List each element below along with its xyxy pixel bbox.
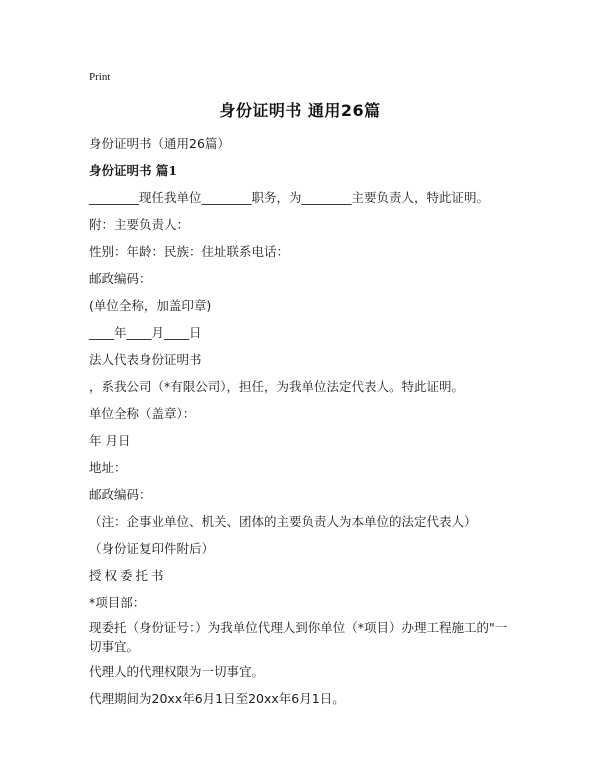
paragraph: （身份证复印件附后） [89, 541, 215, 556]
section-heading: 身份证明书 篇1 [89, 163, 178, 178]
paragraph: 授权委托书 [89, 568, 167, 583]
paragraph: 代理人的代理权限为一切事宜。 [89, 664, 265, 679]
paragraph: (单位全称，加盖印章) [89, 298, 212, 313]
paragraph: 代理期间为20xx年6月1日至20xx年6月1日。 [89, 691, 345, 706]
paragraph: ____年____月____日 [89, 325, 202, 340]
paragraph: （注：企事业单位、机关、团体的主要负责人为本单位的法定代表人） [89, 514, 477, 529]
paragraph: 邮政编码： [89, 271, 152, 286]
paragraph: ________现任我单位________职务，为________主要负责人，特此证明。 [89, 190, 490, 205]
paragraph: 地址： [89, 460, 127, 475]
paragraph: 邮政编码： [89, 487, 152, 502]
document-subtitle: 身份证明书（通用26篇） [89, 136, 230, 151]
paragraph: 现委托（身份证号：）为我单位代理人到你单位（*项目）办理工程施工的"一切事宜。 [89, 620, 508, 654]
paragraph: 年 月日 [89, 433, 131, 448]
paragraph: *项目部： [89, 595, 146, 610]
paragraph: 法人代表身份证明书 [89, 352, 202, 367]
paragraph: 附：主要负责人： [89, 217, 190, 232]
document-title: 身份证明书 通用26篇 [219, 101, 381, 120]
paragraph: 单位全称（盖章）： [89, 406, 196, 421]
print-label: Print [89, 71, 111, 83]
paragraph: 性别：年龄：民族：住址联系电话： [89, 244, 290, 259]
paragraph: ，系我公司（*有限公司），担任，为我单位法定代表人。特此证明。 [89, 379, 465, 394]
